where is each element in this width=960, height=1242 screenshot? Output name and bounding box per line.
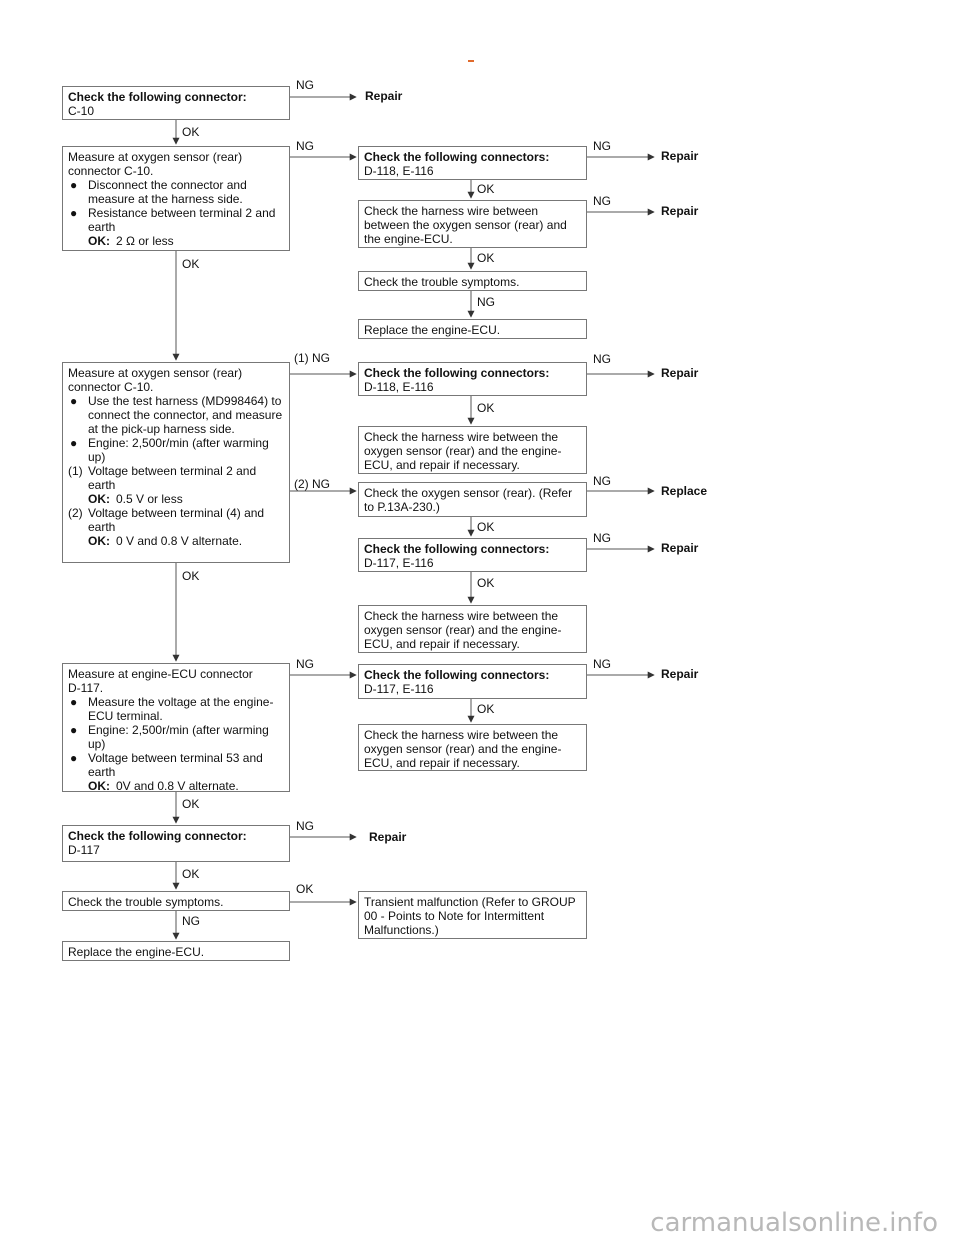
measure-resistance-box bbox=[62, 146, 290, 251]
bullet-icon: ● bbox=[70, 436, 78, 450]
ok-label: OK bbox=[477, 401, 495, 415]
box-sub: D-117, E-116 bbox=[364, 556, 434, 570]
bullet-icon: ● bbox=[70, 178, 78, 192]
box-sub: C-10 bbox=[68, 104, 95, 118]
repair-result: Repair bbox=[661, 149, 699, 163]
ng-label: NG bbox=[593, 194, 611, 208]
ng-label: NG bbox=[477, 295, 495, 309]
box-line: Measure at oxygen sensor (rear) bbox=[68, 366, 243, 380]
ok-value: 2 Ω or less bbox=[116, 234, 174, 248]
box-item: Disconnect the connector and measure at the harness side. bbox=[88, 178, 247, 206]
box-title: Check the following connectors: bbox=[364, 150, 550, 164]
box-text: Check the harness wire between the oxygen sensor (rear) and the engine-ECU, and repair if necessary. bbox=[364, 728, 562, 770]
replace-ecu-box-2 bbox=[62, 941, 290, 961]
ok-label: OK bbox=[477, 182, 495, 196]
check-connector-d117-box bbox=[62, 825, 290, 862]
box-text: Replace the engine-ECU. bbox=[364, 323, 501, 337]
ng-label: NG bbox=[593, 657, 611, 671]
box-item: Voltage between terminal 53 and earth bbox=[88, 751, 263, 779]
box-item: Use the test harness (MD998464) to connect the connector, and measure at the pick-up harness side. bbox=[88, 394, 283, 436]
bullet-icon: ● bbox=[70, 695, 78, 709]
ok-label: OK bbox=[477, 576, 495, 590]
ok-label: OK bbox=[477, 520, 495, 534]
ng-label: NG bbox=[296, 78, 314, 92]
box-title: Check the following connector: bbox=[68, 90, 247, 104]
check-trouble-box bbox=[358, 271, 587, 291]
ng-label: NG bbox=[593, 139, 611, 153]
ng-label: NG bbox=[296, 819, 314, 833]
measure-voltage-box bbox=[62, 362, 290, 563]
ng2-label: (2) NG bbox=[294, 477, 330, 491]
step-number: (2) bbox=[68, 506, 83, 520]
replace-result: Replace bbox=[661, 484, 708, 498]
ok-label: OK: bbox=[88, 779, 110, 793]
transient-malfunction-box bbox=[358, 891, 587, 939]
measure-ecu-connector-box bbox=[62, 663, 290, 792]
check-harness-repair-box-3 bbox=[358, 724, 587, 771]
step-text: Voltage between terminal (4) and earth bbox=[88, 506, 265, 534]
step-number: (1) bbox=[68, 464, 83, 478]
ng-label: NG bbox=[593, 531, 611, 545]
box-sub: D-118, E-116 bbox=[364, 164, 434, 178]
box-line: connector C-10. bbox=[68, 380, 154, 394]
ng-label: NG bbox=[296, 657, 314, 671]
check-harness-repair-box-2 bbox=[358, 605, 587, 653]
ok-label: OK bbox=[477, 702, 495, 716]
box-text: Check the trouble symptoms. bbox=[364, 275, 520, 289]
check-oxygen-sensor-box bbox=[358, 482, 587, 517]
repair-result: Repair bbox=[365, 89, 403, 103]
ok-label: OK bbox=[182, 569, 200, 583]
box-item: Engine: 2,500r/min (after warming up) bbox=[88, 723, 269, 751]
ok-label: OK: bbox=[88, 492, 110, 506]
bullet-icon: ● bbox=[70, 723, 78, 737]
box-text: Check the trouble symptoms. bbox=[68, 895, 224, 909]
box-item: Measure the voltage at the engine-ECU terminal. bbox=[88, 695, 274, 723]
repair-result: Repair bbox=[661, 541, 699, 555]
box-title: Check the following connectors: bbox=[364, 668, 550, 682]
ok-value: 0.5 V or less bbox=[116, 492, 183, 506]
check-connectors-d118-box-2 bbox=[358, 362, 587, 396]
ng-label: NG bbox=[593, 352, 611, 366]
box-text: Check the harness wire between the oxygen sensor (rear) and the engine-ECU, and repair if necessary. bbox=[364, 430, 562, 472]
repair-result: Repair bbox=[661, 366, 699, 380]
ng-label: NG bbox=[593, 474, 611, 488]
repair-result: Repair bbox=[661, 204, 699, 218]
box-title: Check the following connectors: bbox=[364, 542, 550, 556]
check-connectors-d117-box-2 bbox=[358, 664, 587, 699]
box-item: Resistance between terminal 2 and earth bbox=[88, 206, 276, 234]
box-line: Measure at engine-ECU connector bbox=[68, 667, 253, 681]
box-line: connector C-10. bbox=[68, 164, 154, 178]
bullet-icon: ● bbox=[70, 751, 78, 765]
box-item: Engine: 2,500r/min (after warming up) bbox=[88, 436, 269, 464]
check-trouble-box-2 bbox=[62, 891, 290, 911]
ok-label: OK bbox=[182, 125, 200, 139]
ng-label: NG bbox=[296, 139, 314, 153]
ng1-label: (1) NG bbox=[294, 351, 330, 365]
ok-label: OK bbox=[477, 251, 495, 265]
ok-label: OK: bbox=[88, 234, 110, 248]
box-title: Check the following connectors: bbox=[364, 366, 550, 380]
bullet-icon: ● bbox=[70, 206, 78, 220]
box-sub: D-117, E-116 bbox=[364, 682, 434, 696]
box-sub: D-117 bbox=[68, 843, 100, 857]
ok-label: OK: bbox=[88, 534, 110, 548]
ok-label: OK bbox=[182, 867, 200, 881]
watermark: carmanualsonline.info bbox=[650, 1208, 938, 1238]
step-text: Voltage between terminal 2 and earth bbox=[88, 464, 257, 492]
ok-value: 0 V and 0.8 V alternate. bbox=[116, 534, 243, 548]
check-harness-box bbox=[358, 200, 587, 248]
box-sub: D-118, E-116 bbox=[364, 380, 434, 394]
check-harness-repair-box bbox=[358, 426, 587, 474]
check-connector-c10-box bbox=[62, 86, 290, 120]
ok-label: OK bbox=[296, 882, 314, 896]
box-line: Measure at oxygen sensor (rear) bbox=[68, 150, 243, 164]
box-text: Check the harness wire between between the oxygen sensor (rear) and the engine-ECU. bbox=[364, 204, 567, 246]
ng-label: NG bbox=[182, 914, 200, 928]
check-connectors-d118-box bbox=[358, 146, 587, 180]
ok-value: 0V and 0.8 V alternate. bbox=[116, 779, 239, 793]
repair-result: Repair bbox=[369, 830, 407, 844]
ok-label: OK bbox=[182, 797, 200, 811]
box-text: Replace the engine-ECU. bbox=[68, 945, 205, 959]
box-text: Check the harness wire between the oxygen sensor (rear) and the engine-ECU, and repair if necessary. bbox=[364, 609, 562, 651]
repair-result: Repair bbox=[661, 667, 699, 681]
box-line: D-117. bbox=[68, 681, 104, 695]
box-text: Transient malfunction (Refer to GROUP 00 - Points to Note for Intermittent Malfunctions.) bbox=[364, 895, 576, 937]
bullet-icon: ● bbox=[70, 394, 78, 408]
check-connectors-d117-box bbox=[358, 538, 587, 572]
box-title: Check the following connector: bbox=[68, 829, 247, 843]
ok-label: OK bbox=[182, 257, 200, 271]
replace-ecu-box bbox=[358, 319, 587, 339]
box-text: Check the oxygen sensor (rear). (Refer to P.13A-230.) bbox=[364, 486, 573, 514]
